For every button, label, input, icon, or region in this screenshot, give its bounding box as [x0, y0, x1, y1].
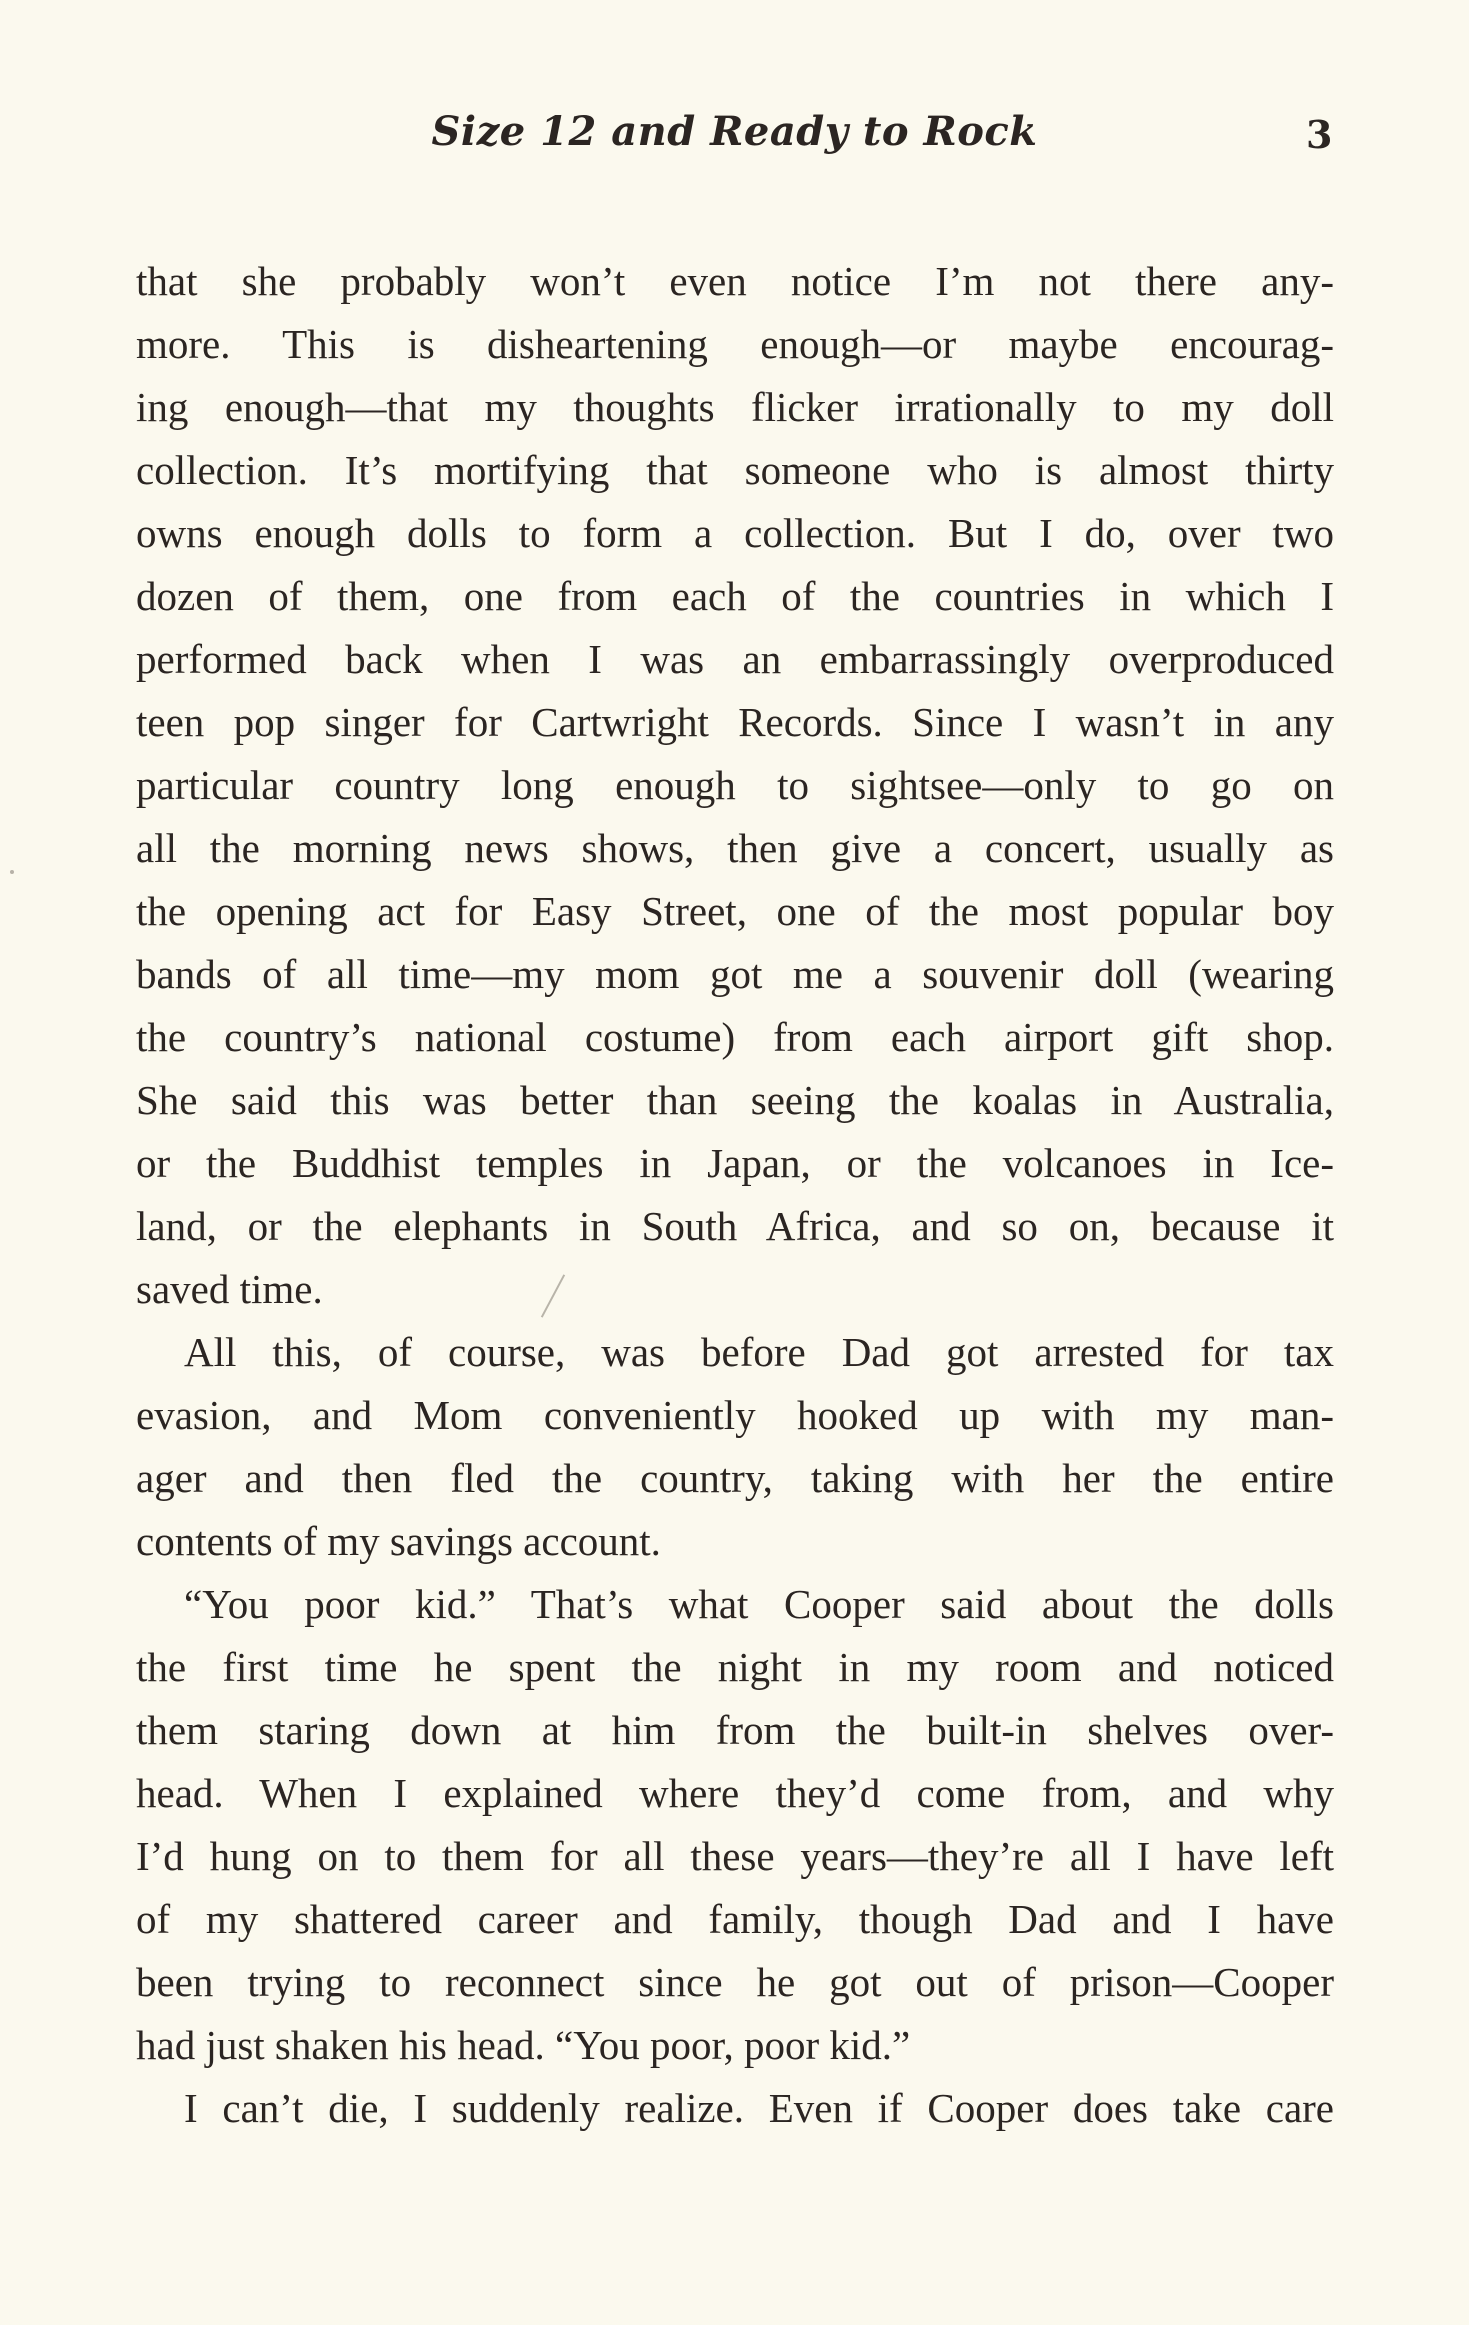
- paper-speck: [10, 870, 14, 874]
- text-line: evasion, and Mom conveniently hooked up with my man-: [136, 1392, 1334, 1438]
- text-line: all the morning news shows, then give a concert, usually as: [136, 825, 1334, 871]
- page-number: 3: [1306, 112, 1333, 157]
- paragraph-end-line: saved time.: [136, 1266, 323, 1312]
- text-line: the first time he spent the night in my room and noticed: [136, 1644, 1334, 1690]
- running-head: [0, 108, 1469, 168]
- paragraph-start-line: All this, of course, was before Dad got arrested for tax: [184, 1329, 1334, 1375]
- text-line: that she probably won’t even notice I’m not there any-: [136, 258, 1334, 304]
- paragraph-end-line: had just shaken his head. “You poor, poor kid.”: [136, 2022, 911, 2068]
- text-line: particular country long enough to sightsee—only to go on: [136, 762, 1334, 808]
- text-line: or the Buddhist temples in Japan, or the volcanoes in Ice-: [136, 1140, 1334, 1186]
- text-line: teen pop singer for Cartwright Records. Since I wasn’t in any: [136, 699, 1334, 745]
- text-line: of my shattered career and family, though Dad and I have: [136, 1896, 1334, 1942]
- text-line: ager and then fled the country, taking with her the entire: [136, 1455, 1334, 1501]
- text-line: them staring down at him from the built-in shelves over-: [136, 1707, 1334, 1753]
- paragraph-start-line: “You poor kid.” That’s what Cooper said about the dolls: [184, 1581, 1334, 1627]
- text-line: head. When I explained where they’d come from, and why: [136, 1770, 1334, 1816]
- body-text: [136, 250, 1334, 2140]
- paragraph-end-line: contents of my savings account.: [136, 1518, 661, 1564]
- text-line: land, or the elephants in South Africa, and so on, because it: [136, 1203, 1334, 1249]
- text-line: the opening act for Easy Street, one of the most popular boy: [136, 888, 1334, 934]
- text-line: the country’s national costume) from each airport gift shop.: [136, 1014, 1334, 1060]
- text-line: bands of all time—my mom got me a souvenir doll (wearing: [136, 951, 1334, 997]
- text-line: dozen of them, one from each of the countries in which I: [136, 573, 1334, 619]
- text-line: more. This is disheartening enough—or maybe encourag-: [136, 321, 1334, 367]
- text-line: I’d hung on to them for all these years—they’re all I have left: [136, 1833, 1334, 1879]
- text-line: She said this was better than seeing the koalas in Australia,: [136, 1077, 1334, 1123]
- paragraph-start-line: I can’t die, I suddenly realize. Even if Cooper does take care: [184, 2085, 1334, 2131]
- running-title: Size 12 and Ready to Rock: [431, 108, 1038, 155]
- text-line: performed back when I was an embarrassingly overproduced: [136, 636, 1334, 682]
- text-line: been trying to reconnect since he got out of prison—Cooper: [136, 1959, 1334, 2005]
- text-line: owns enough dolls to form a collection. But I do, over two: [136, 510, 1334, 556]
- text-line: ing enough—that my thoughts flicker irrationally to my doll: [136, 384, 1334, 430]
- text-line: collection. It’s mortifying that someone who is almost thirty: [136, 447, 1334, 493]
